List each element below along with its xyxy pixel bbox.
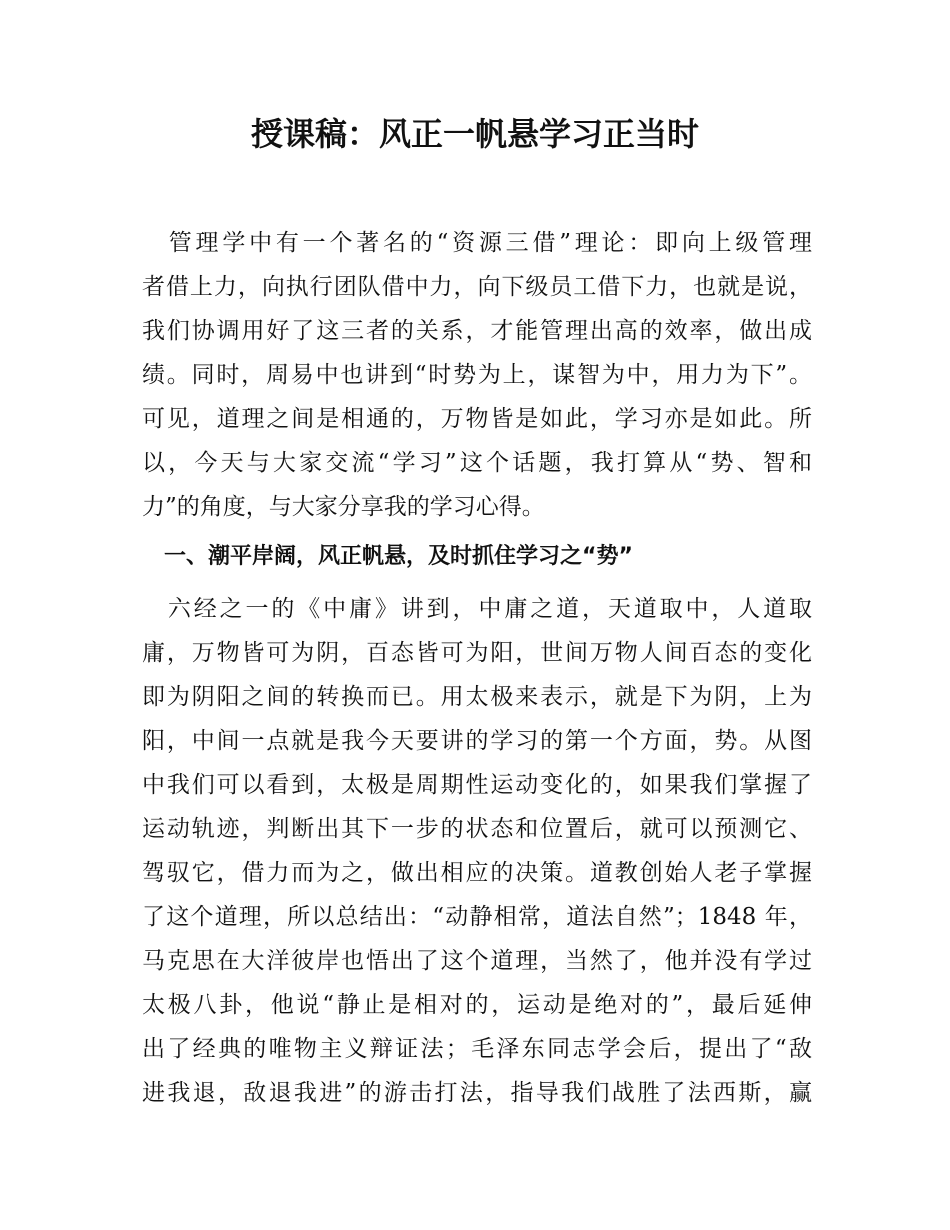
paragraph-line: 可见，道理之间是相通的，万物皆是如此，学习亦是如此。所	[142, 406, 812, 432]
paragraph-line: 太极八卦，他说“静止是相对的，运动是绝对的”，最后延伸	[142, 992, 812, 1018]
paragraph-line: 力”的角度，与大家分享我的学习心得。	[142, 494, 545, 520]
paragraph-line: 以，今天与大家交流“学习”这个话题，我打算从“势、智和	[142, 450, 812, 476]
paragraph-line: 马克思在大洋彼岸也悟出了这个道理，当然了，他并没有学过	[142, 948, 812, 974]
paragraph-line: 中我们可以看到，太极是周期性运动变化的，如果我们掌握了	[142, 772, 812, 798]
paragraph-line: 运动轨迹，判断出其下一步的状态和位置后，就可以预测它、	[142, 816, 812, 842]
paragraph-line: 进我退，敌退我进”的游击打法，指导我们战胜了法西斯，赢	[142, 1080, 812, 1106]
paragraph-line: 管理学中有一个著名的“资源三借”理论：即向上级管理	[142, 230, 812, 256]
paragraph-line: 出了经典的唯物主义辩证法；毛泽东同志学会后，提出了“敌	[142, 1036, 812, 1062]
paragraph-line: 庸，万物皆可为阴，百态皆可为阳，世间万物人间百态的变化	[142, 640, 812, 666]
paragraph-line: 即为阴阳之间的转换而已。用太极来表示，就是下为阴，上为	[142, 684, 812, 710]
section-heading: 一、潮平岸阔，风正帆悬，及时抓住学习之“势”	[142, 544, 633, 569]
document-title: 授课稿：风正一帆悬学习正当时	[250, 115, 699, 153]
paragraph-line: 绩。同时，周易中也讲到“时势为上，谋智为中，用力为下”。	[142, 362, 812, 388]
paragraph-line: 阳，中间一点就是我今天要讲的学习的第一个方面，势。从图	[142, 728, 812, 754]
paragraph-line: 驾驭它，借力而为之，做出相应的决策。道教创始人老子掌握	[142, 860, 812, 886]
paragraph-line: 者借上力，向执行团队借中力，向下级员工借下力，也就是说，	[142, 274, 812, 300]
paragraph-line: 六经之一的《中庸》讲到，中庸之道，天道取中，人道取	[142, 596, 812, 622]
paragraph-line: 我们协调用好了这三者的关系，才能管理出高的效率，做出成	[142, 318, 812, 344]
paragraph-line: 了这个道理，所以总结出：“动静相常，道法自然”；1848 年，	[142, 904, 812, 930]
